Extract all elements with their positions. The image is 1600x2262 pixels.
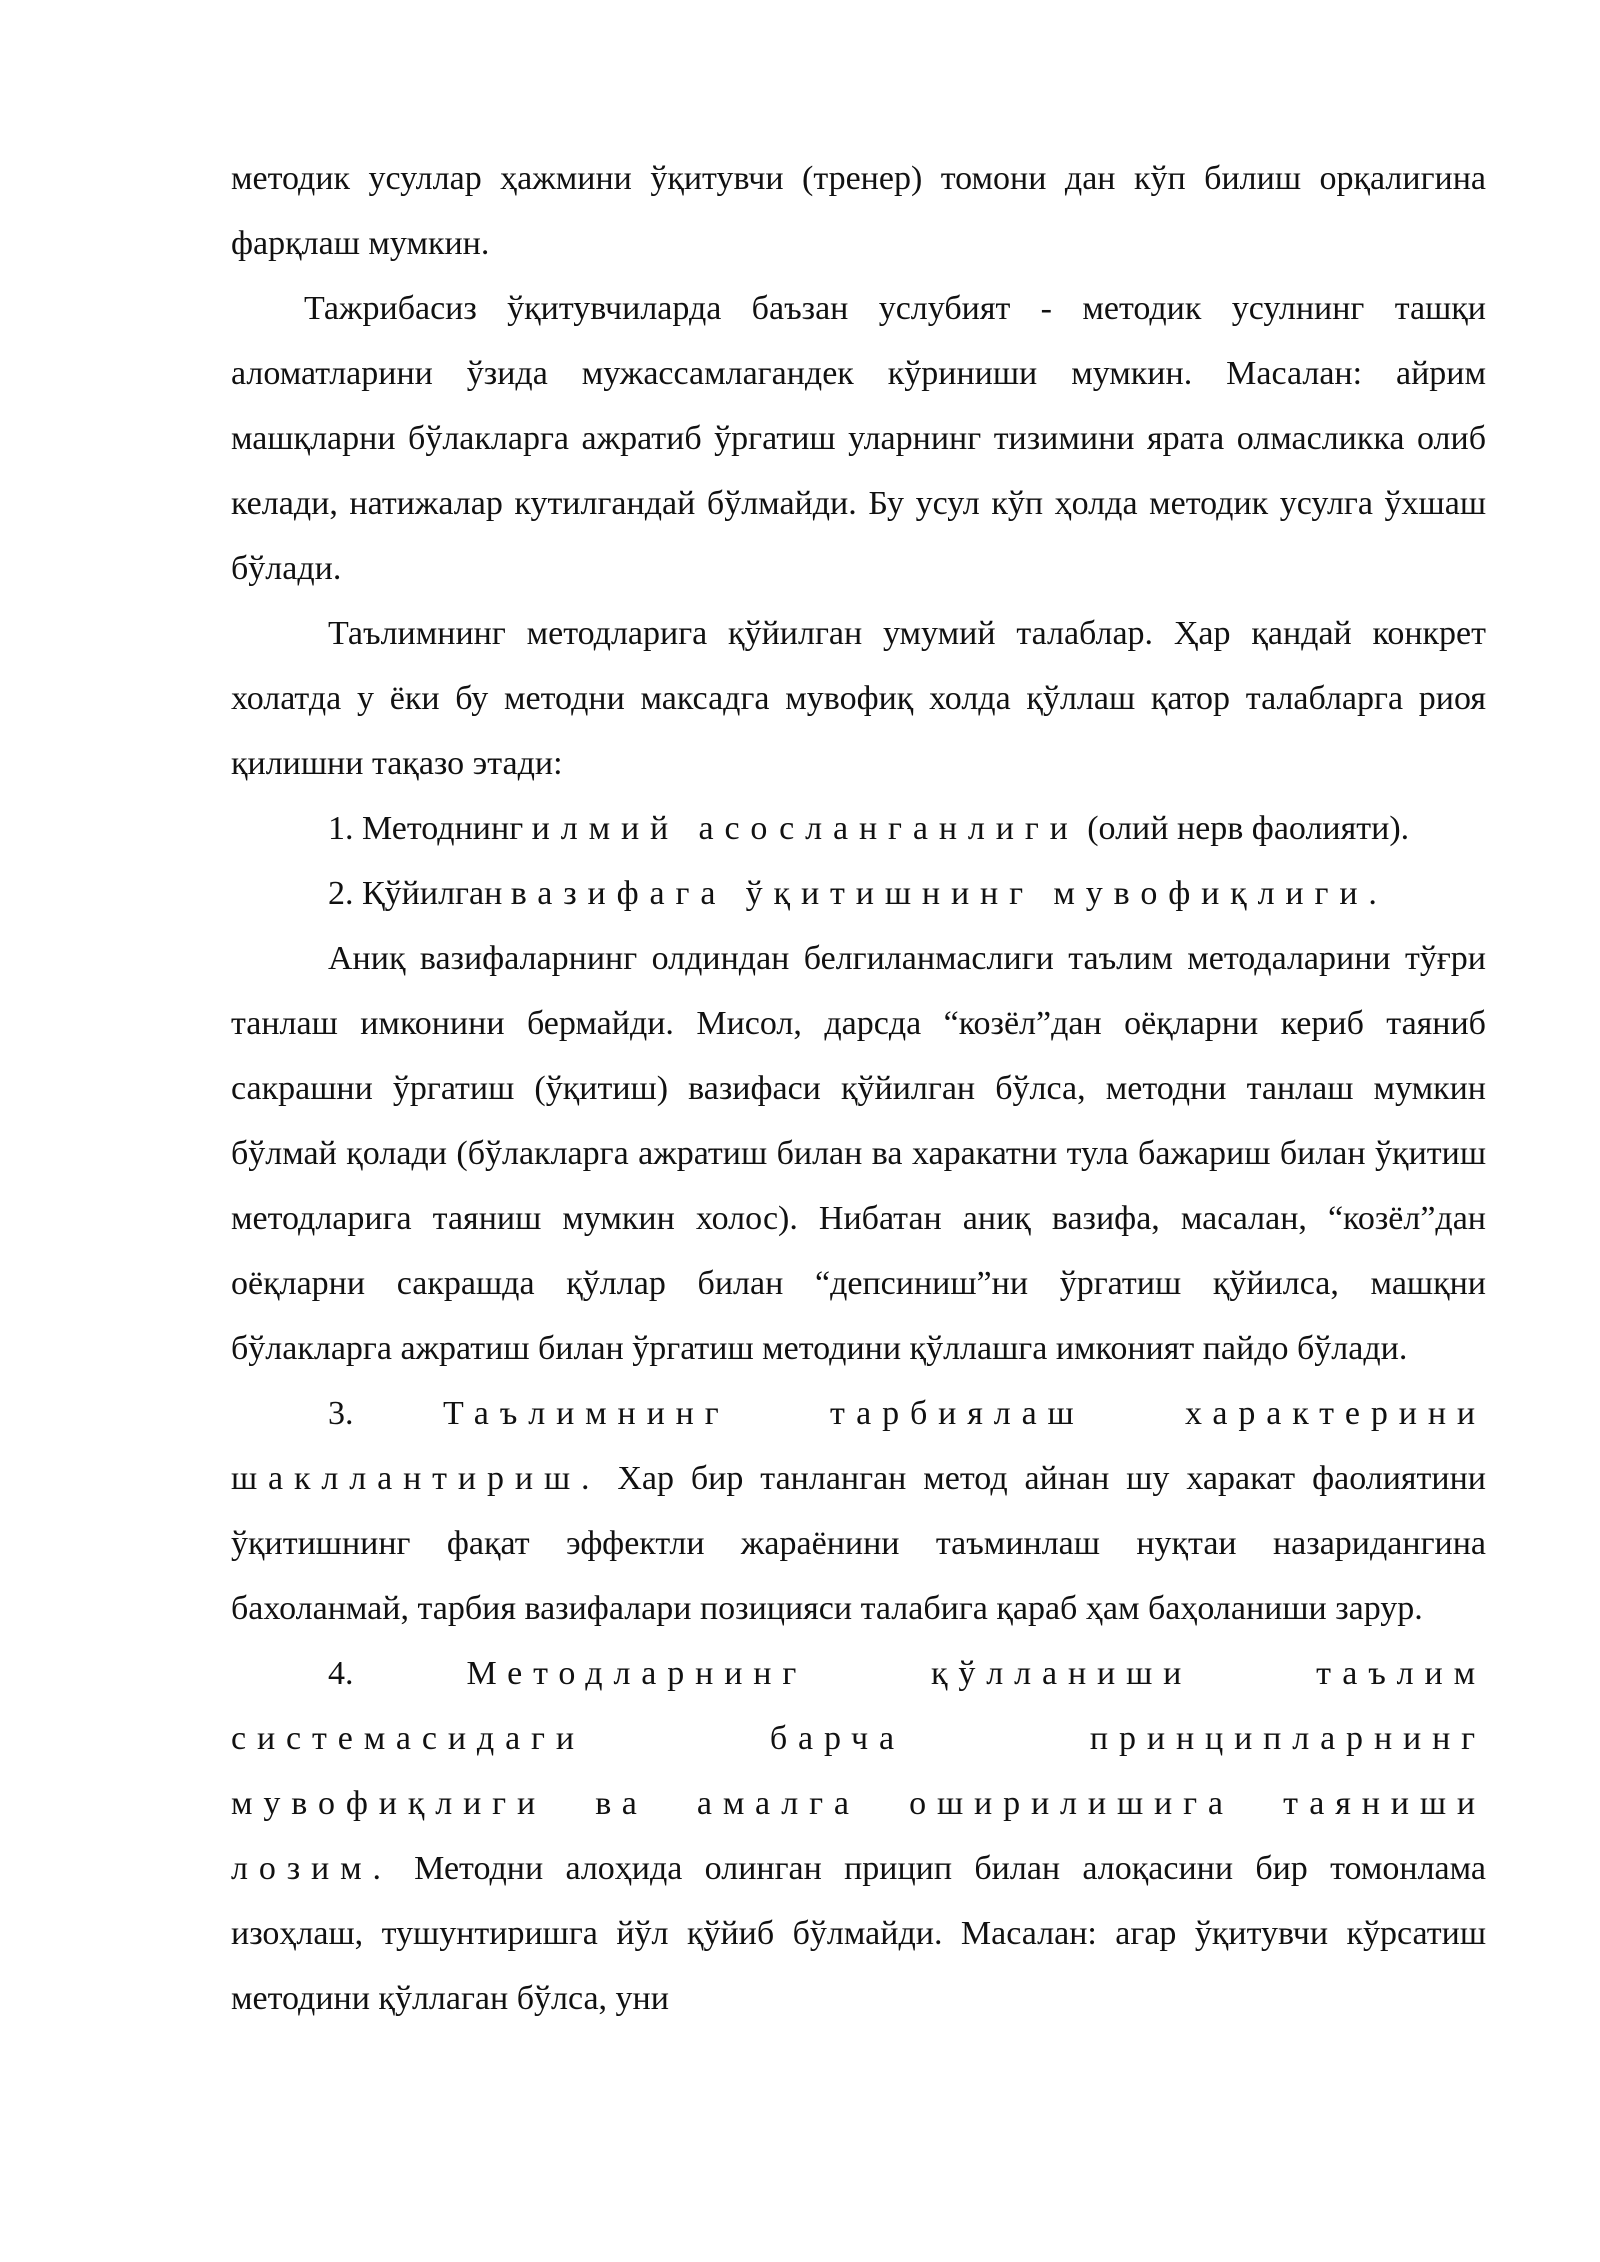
paragraph-3: Таълимнинг методларига қўйилган умумий талаблар. Ҳар қандай конкрет холатда у ёки бу методни максадга мувофиқ холда қўллаш қатор талабларга риоя қилишни тақазо этади: <box>231 615 1486 782</box>
list-item-2 <box>231 861 1486 926</box>
list-item-1 <box>231 796 1486 861</box>
list-item-3 <box>231 1381 1486 1641</box>
paragraph-6: Аниқ вазифаларнинг олдиндан белгиланмаслиги таълим методаларини тўғри танлаш имконини бермайди. Мисол, дарсда “козёл”дан оёқларни кериб таяниб сакрашни ўргатиш (ўқитиш) вазифаси қўйилган бўлса, методни танлаш мумкин бўлмай қолади (бўлакларга ажратиш билан ва харакатни тула бажариш билан ўқитиш методларига таяниш мумкин холос). Нибатан аниқ вазифа, масалан, “козёл”дан оёқларни сакрашда қўллар билан “депсиниш”ни ўргатиш қўйилса, машқни бўлакларга ажратиш билан ўргатиш методини қўллашга имконият пайдо бўлади. <box>231 940 1486 1367</box>
list-item-1-prefix: 1. Методнинг <box>328 810 532 847</box>
list-item-3-prefix: 3. <box>328 1395 443 1432</box>
list-item-2-prefix: 2. Қўйилган <box>328 875 511 912</box>
list-item-3-spaced: Таълимнинг тарбиялаш характерини шакллантириш. <box>231 1395 1486 1497</box>
list-item-4 <box>231 1641 1486 2031</box>
list-item-2-spaced: вазифага ўқитишнинг мувофиқлиги. <box>510 875 1388 912</box>
list-item-4-prefix: 4. <box>328 1655 467 1692</box>
list-item-1-suffix: (олий нерв фаолияти). <box>1078 810 1410 847</box>
list-item-3-suffix: Хар бир танланган метод айнан шу харакат фаолиятини ўқитишнинг фақат эффектли жараёнини таъминлаш нуқтаи назаридангина бахоланмай, тарбия вазифалари позицияси талабига қараб ҳам баҳоланиши зарур. <box>231 1460 1486 1627</box>
paragraph-2: Тажрибасиз ўқитувчиларда баъзан услубият - методик усулнинг ташқи аломатларини ўзида мужассамлагандек кўриниши мумкин. Масалан: айрим машқларни бўлакларга ажратиб ўргатиш уларнинг тизимини ярата олмасликка олиб келади, натижалар кутилгандай бўлмайди. Бу усул кўп ҳолда методик усулга ўхшаш бўлади. <box>231 290 1486 587</box>
list-item-4-suffix: Методни алоҳида олинган прицип билан алоқасини бир томонлама изоҳлаш, тушунтиришга йўл қўйиб бўлмайди. Масалан: агар ўқитувчи кўрсатиш методини қўллаган бўлса, уни <box>231 1850 1486 2017</box>
list-item-1-spaced: илмий асосланганлиги <box>531 810 1079 847</box>
paragraph-1: методик усуллар ҳажмини ўқитувчи (тренер) томони дан кўп билиш орқалигина фарқлаш мумкин. <box>231 160 1486 262</box>
document-body <box>231 146 1486 2031</box>
list-item-4-spaced: Методларнинг қўлланиши таълим системасидаги барча принципларнинг мувофиқлиги ва амалга оширилишига таяниши лозим. <box>231 1655 1486 1887</box>
